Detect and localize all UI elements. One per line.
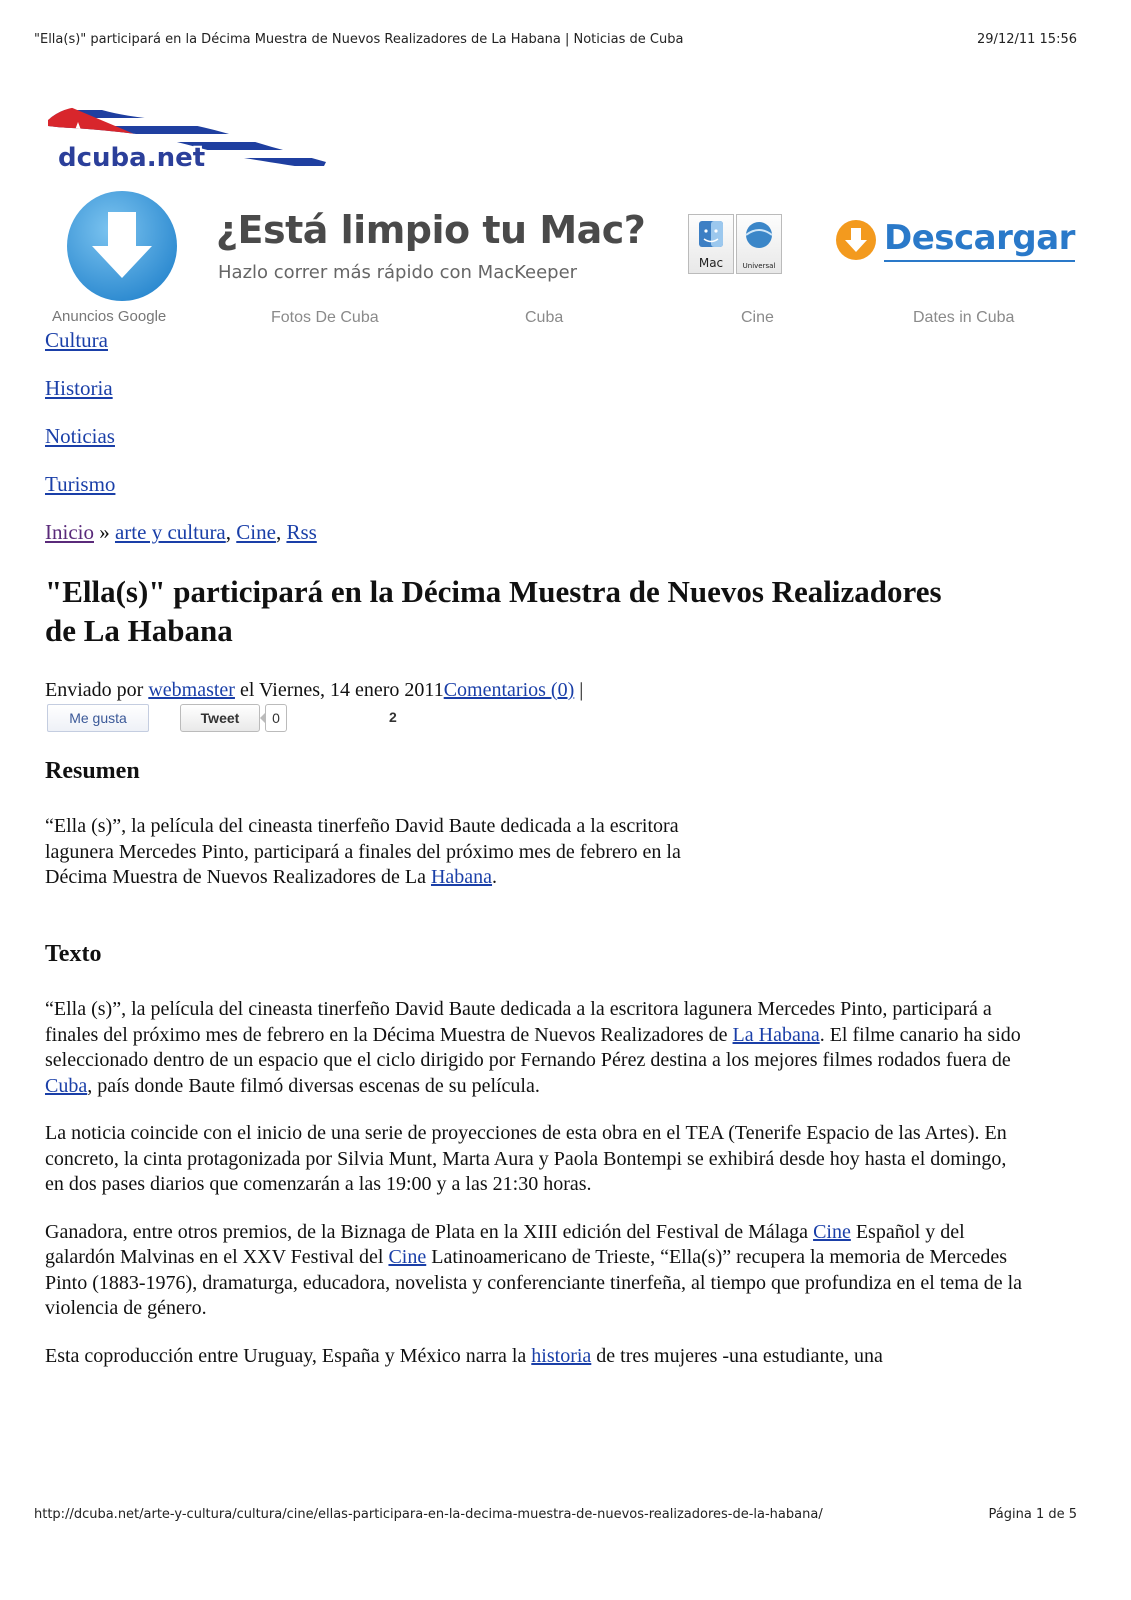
download-circle-icon [834,218,878,262]
print-footer [34,1507,1077,1522]
ad-link-cine[interactable]: Cine [741,309,774,326]
mac-badge [688,214,734,274]
download-arrow-icon [64,190,182,307]
mac-badge-label: Mac [698,256,724,270]
article-body [45,997,1025,1391]
breadcrumb-home-link[interactable]: Inicio [45,520,94,544]
meta-sent-by: Enviado por [45,679,144,701]
main-nav [45,326,115,518]
paragraph-1 [45,997,1025,1099]
cuba-flag-map-icon [44,96,344,182]
banner-headline: ¿Está limpio tu Mac? [216,208,646,252]
cine-link-2[interactable]: Cine [388,1246,427,1268]
mackeeper-banner-ad[interactable] [44,186,1090,302]
plus-one-count: 2 [389,709,397,725]
paragraph-2: La noticia coincide con el inicio de una serie de proyecciones de esta obra en el TEA (Tenerife Espacio de las Artes). En concreto, la cinta protagonizada por Silvia Munt, Marta Aura y Paola Bontempi se exhibirá desde hoy hasta el domingo, en dos pases diarios que comenzarán a las 19:00 y a las 21:30 horas. [45,1122,1007,1195]
facebook-like-button[interactable]: Me gusta [47,704,149,732]
banner-subline: Hazlo correr más rápido con MacKeeper [218,262,578,283]
comments-link[interactable]: Comentarios (0) [443,679,575,701]
ad-link-dates-in-cuba[interactable]: Dates in Cuba [913,309,1015,326]
nav-item-cultura[interactable]: Cultura [45,328,108,352]
ad-link-fotos-de-cuba[interactable]: Fotos De Cuba [271,309,379,326]
summary-end: . [492,866,498,888]
universal-badge-label: Universal [742,262,776,270]
print-datetime: 29/12/11 15:56 [977,32,1077,47]
summary-body: “Ella (s)”, la película del cineasta tinerfeño David Baute dedicada a la escritora lagunera Mercedes Pinto, participará a finales del próximo mes de febrero en la Décima Muestra de Nuevos Realizadores de La [45,815,681,888]
google-ads-label: Anuncios Google [52,308,167,325]
paragraph-4-part-b: de tres mujeres -una estudiante, una [591,1344,883,1367]
site-logo[interactable] [44,96,344,182]
historia-link[interactable]: historia [531,1344,592,1367]
breadcrumb: Inicio » arte y cultura, Cine, Rss [45,520,317,544]
nav-item-turismo[interactable]: Turismo [45,472,116,496]
print-url: http://dcuba.net/arte-y-cultura/cultura/cine/ellas-participara-en-la-decima-muestra-de-nuevos-realizadores-de-la-habana/ [34,1507,823,1522]
summary-heading: Resumen [45,758,140,784]
article-title: "Ella(s)" participará en la Décima Muestra de Nuevos Realizadores de La Habana [45,574,942,648]
paragraph-1-part-a: “Ella (s)”, la película del cineasta tinerfeño David Baute dedicada a la escritora lagunera Mercedes Pinto, participará a finales del próximo mes de febrero en la Décima Muestra de Nuevos Realizadores de [45,998,992,1046]
print-header [34,32,1077,47]
breadcrumb-tag-cine[interactable]: Cine [236,520,276,544]
breadcrumb-tag-rss[interactable]: Rss [286,520,317,544]
summary-text [45,814,705,891]
site-logo-text: dcuba.net [58,143,206,173]
paragraph-1-part-c: , país donde Baute filmó diversas escenas de su película. [87,1074,540,1097]
download-button[interactable] [834,218,1075,262]
article-meta [45,676,583,704]
universal-sphere-icon [737,215,781,255]
paragraph-3-part-c: Latinoamericano de Trieste, “Ella(s)” recupera la memoria de Mercedes Pinto (1883-1976), dramaturga, educadora, novelista y conferenciante tinerfeña, al tiempo que profundiza en el tema de la violencia de género. [45,1246,1023,1319]
nav-item-noticias[interactable]: Noticias [45,424,115,448]
print-page-title: "Ella(s)" participará en la Décima Muestra de Nuevos Realizadores de La Habana | Noticias de Cuba [34,32,684,47]
nav-item-historia[interactable]: Historia [45,376,113,400]
paragraph-1-part-b: . El filme canario ha sido seleccionado dentro de un espacio que el ciclo dirigido por Fernando Pérez destina a los mejores filmes rodados fuera de [45,1023,1021,1071]
la-habana-link[interactable]: La Habana [732,1023,820,1046]
author-link[interactable]: webmaster [148,679,235,701]
print-page-number: Página 1 de 5 [988,1507,1077,1522]
mac-finder-icon [689,215,733,255]
breadcrumb-category-link[interactable]: arte y cultura [114,520,226,544]
paragraph-3 [45,1220,1025,1322]
paragraph-4-part-a: Esta coproducción entre Uruguay, España y México narra la [45,1344,532,1367]
paragraph-3-part-a: Ganadora, entre otros premios, de la Biznaga de Plata en la XIII edición del Festival de Málaga [45,1220,814,1243]
social-buttons [47,704,447,734]
cuba-link[interactable]: Cuba [45,1074,88,1097]
meta-date: el Viernes, 14 enero 2011 [239,679,444,701]
meta-pipe: | [579,679,584,701]
text-heading: Texto [45,941,102,967]
breadcrumb-separator: » [99,520,110,544]
ad-link-cuba[interactable]: Cuba [525,309,564,326]
paragraph-4 [45,1344,1025,1370]
cine-link-1[interactable]: Cine [813,1220,851,1243]
platform-badges [688,214,782,274]
universal-badge [736,214,782,274]
tweet-button[interactable]: Tweet [180,704,260,732]
paragraph-3-part-b: Español y del galardón Malvinas en el XXV Festival del [45,1220,965,1268]
tweet-count: 0 [265,704,287,732]
summary-habana-link[interactable]: Habana [430,866,493,888]
download-label: Descargar [884,218,1075,262]
